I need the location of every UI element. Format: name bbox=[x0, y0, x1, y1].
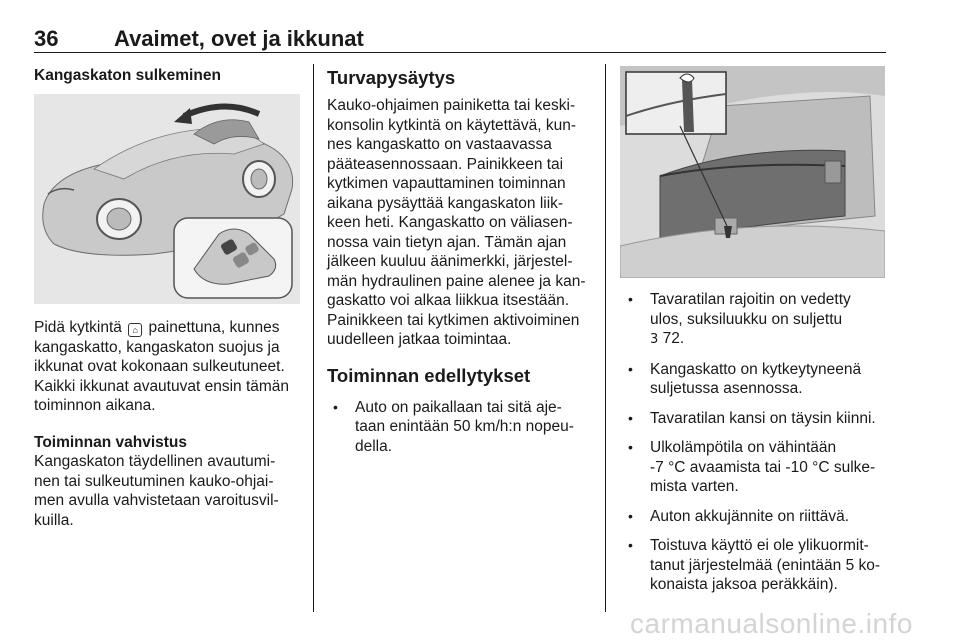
text-line: aikana pysäyttää kangaskaton liik- bbox=[327, 194, 564, 212]
text-line: Kangaskatto on kytkeytyneenä bbox=[650, 360, 862, 378]
text-line: Tavaratilan rajoitin on vedetty bbox=[650, 291, 851, 308]
text-line: konaista jaksoa peräkkäin). bbox=[650, 576, 838, 593]
text-line: nossa vain tietyn ajan. Tämän ajan bbox=[327, 233, 567, 251]
page-header bbox=[34, 26, 886, 53]
text-line: kangaskatto, kangaskaton suojus ja bbox=[34, 338, 280, 356]
bullet-icon: • bbox=[628, 409, 633, 426]
text-line: Kangaskaton täydellinen avautumi- bbox=[34, 453, 276, 470]
text-line: painettuna, kunnes bbox=[148, 319, 280, 336]
text-line: Auto on paikallaan tai sitä aje- bbox=[355, 398, 562, 416]
text-line: Pidä kytkintä bbox=[34, 319, 122, 336]
column-divider bbox=[313, 64, 314, 612]
column-3 bbox=[622, 290, 892, 605]
car-illustration bbox=[34, 94, 300, 304]
text-line: konsolin kytkintä on käytettävä, kun- bbox=[327, 116, 576, 134]
watermark: carmanualsonline.info bbox=[630, 608, 913, 639]
list-item bbox=[622, 360, 892, 399]
list-item bbox=[327, 398, 597, 457]
text-line: nen tai sulkeutuminen kauko-ohjai- bbox=[34, 472, 274, 490]
text-line: kytkimen vapauttaminen toiminnan bbox=[327, 175, 566, 192]
text-line: kuilla. bbox=[34, 511, 74, 529]
roof-switch-icon: ⌂ bbox=[128, 323, 142, 337]
page-number: 36 bbox=[34, 26, 59, 51]
text-line: Toistuva käyttö ei ole ylikuormit- bbox=[650, 537, 869, 554]
bullet-list bbox=[622, 290, 892, 595]
text-line: uudelleen jatkaa toimintaa. bbox=[327, 331, 512, 348]
chapter-title: Avaimet, ovet ja ikkunat bbox=[114, 26, 364, 51]
text-line: Tavaratilan kansi on täysin kiinni. bbox=[650, 409, 876, 427]
text-line: ikkunat ovat kokonaan sulkeutuneet. bbox=[34, 358, 285, 375]
column-1-body bbox=[34, 318, 304, 530]
text-line: keen heti. Kangaskatto on väliasen- bbox=[327, 214, 573, 231]
page-ref-link[interactable] bbox=[650, 330, 684, 347]
ref-arrow-icon: 3 bbox=[650, 332, 659, 347]
text-line: men avulla vahvistetaan varoitusvil- bbox=[34, 492, 279, 509]
text-line: pääteasennossaan. Painikkeen tai bbox=[327, 155, 564, 173]
list-item bbox=[622, 507, 892, 527]
list-item bbox=[622, 409, 892, 429]
text-line: ulos, suksiluukku on suljettu bbox=[650, 310, 843, 328]
text-line: Auton akkujännite on riittävä. bbox=[650, 507, 850, 525]
list-item bbox=[622, 438, 892, 497]
bullet-icon: • bbox=[628, 507, 633, 524]
bullet-icon: • bbox=[628, 291, 633, 307]
bullet-icon: • bbox=[628, 360, 633, 377]
text-line: suljetussa asennossa. bbox=[650, 380, 803, 397]
paragraph bbox=[34, 452, 304, 530]
text-line: nes kangaskatto on vastaavassa bbox=[327, 136, 552, 153]
column-1 bbox=[34, 66, 302, 86]
bullet-icon: • bbox=[333, 398, 338, 415]
text-line: Painikkeen tai kytkimen aktivoiminen bbox=[327, 311, 580, 329]
list-item bbox=[622, 290, 892, 350]
text-line: jälkeen kuuluu äänimerkki, järjestel- bbox=[327, 253, 573, 270]
trunk-illustration bbox=[620, 66, 885, 278]
list-item bbox=[622, 536, 892, 595]
column-divider bbox=[605, 64, 606, 612]
text-line: taan enintään 50 km/h:n nopeu- bbox=[355, 418, 574, 435]
text-line: Kauko-ohjaimen painiketta tai keski- bbox=[327, 97, 576, 114]
text-line: Ulkolämpötila on vähintään bbox=[650, 439, 837, 456]
section-heading: Kangaskaton sulkeminen bbox=[34, 67, 221, 84]
section-heading: Toiminnan edellytykset bbox=[327, 364, 531, 386]
luggage-compartment-image bbox=[620, 66, 885, 278]
text-line: tanut järjestelmää (enintään 5 ko- bbox=[650, 556, 881, 574]
bullet-list bbox=[327, 398, 597, 457]
paragraph bbox=[34, 318, 304, 416]
bullet-icon: • bbox=[628, 537, 633, 553]
text-line: män hydraulinen paine alenee ja kan- bbox=[327, 272, 586, 290]
page-ref: 72. bbox=[662, 330, 685, 347]
text-line: della. bbox=[355, 437, 393, 455]
text-line: mista varten. bbox=[650, 478, 739, 495]
text-line: Kaikki ikkunat avautuvat ensin tämän bbox=[34, 377, 290, 395]
section-heading: Turvapysäytys bbox=[327, 67, 456, 88]
paragraph bbox=[327, 96, 597, 350]
text-line: gaskatto voi alkaa liikkua itsestään. bbox=[327, 292, 570, 309]
subsection-heading: Toiminnan vahvistus bbox=[34, 433, 188, 451]
text-line: toiminnon aikana. bbox=[34, 397, 156, 414]
text-line: -7 °C avaamista tai -10 °C sulke- bbox=[650, 458, 876, 476]
column-2 bbox=[327, 66, 597, 466]
convertible-car-image bbox=[34, 94, 300, 304]
bullet-icon: • bbox=[628, 439, 633, 455]
